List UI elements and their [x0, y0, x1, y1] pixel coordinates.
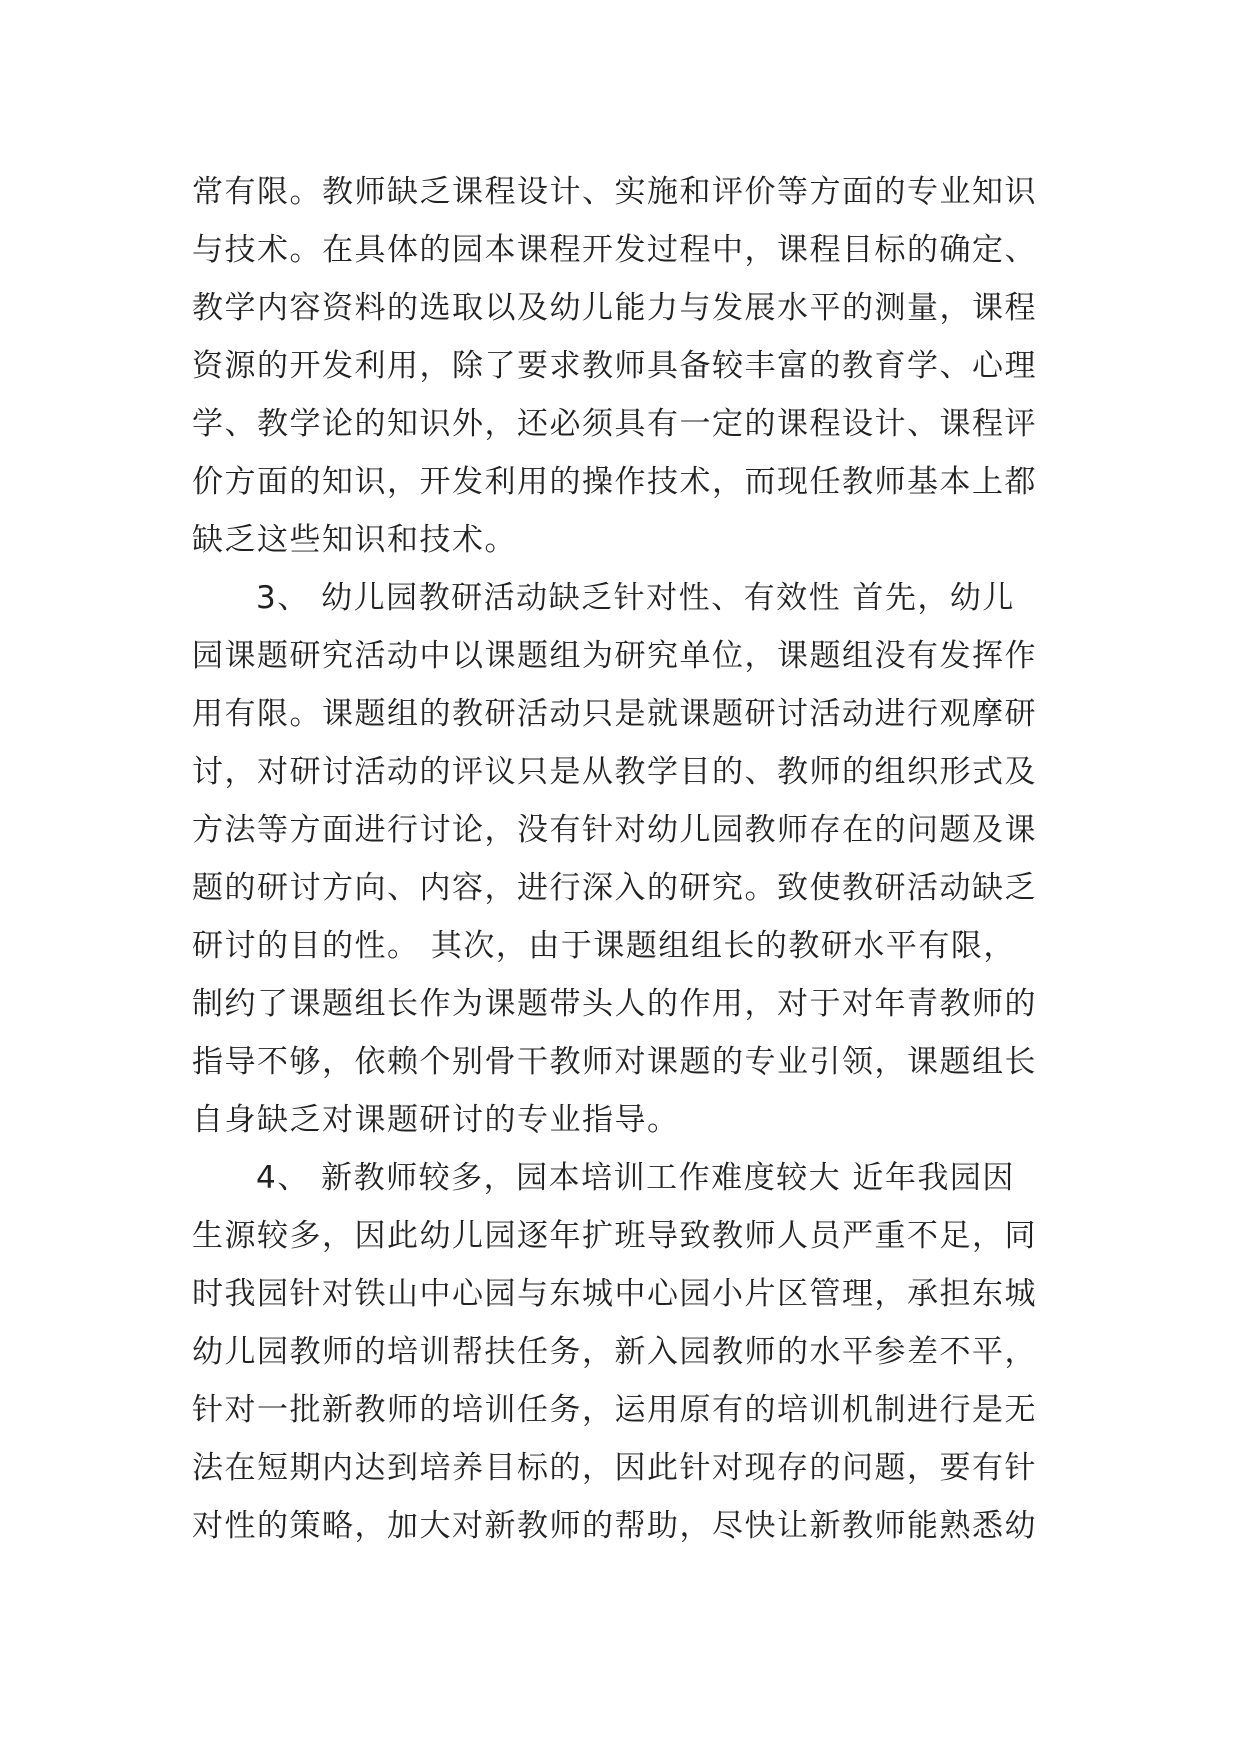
text-line: 3、 幼儿园教研活动缺乏针对性、有效性 首先，幼儿 — [256, 580, 1015, 616]
text-line: 讨，对研讨活动的评议只是从教学目的、教师的组织形式及 — [192, 754, 1037, 790]
text-line: 自身缺乏对课题研讨的专业指导。 — [192, 1102, 680, 1138]
text-line: 教学内容资料的选取以及幼儿能力与发展水平的测量，课程 — [192, 290, 1037, 326]
text-line: 常有限。教师缺乏课程设计、实施和评价等方面的专业知识 — [192, 174, 1037, 210]
text-line: 资源的开发利用，除了要求教师具备较丰富的教育学、心理 — [192, 348, 1037, 384]
text-line: 对性的策略，加大对新教师的帮助，尽快让新教师能熟悉幼 — [192, 1508, 1037, 1544]
text-line: 与技术。在具体的园本课程开发过程中，课程目标的确定、 — [192, 232, 1037, 268]
text-line: 时我园针对铁山中心园与东城中心园小片区管理，承担东城 — [192, 1276, 1037, 1312]
text-line: 方法等方面进行讨论，没有针对幼儿园教师存在的问题及课 — [192, 812, 1037, 848]
text-line: 价方面的知识，开发利用的操作技术，而现任教师基本上都 — [192, 464, 1037, 500]
text-line: 4、 新教师较多，园本培训工作难度较大 近年我园因 — [256, 1160, 1015, 1196]
text-line: 指导不够，依赖个别骨干教师对课题的专业引领，课题组长 — [192, 1044, 1037, 1080]
text-line: 园课题研究活动中以课题组为研究单位，课题组没有发挥作 — [192, 638, 1037, 674]
text-line: 法在短期内达到培养目标的，因此针对现存的问题，要有针 — [192, 1450, 1037, 1486]
text-line: 学、教学论的知识外，还必须具有一定的课程设计、课程评 — [192, 406, 1037, 442]
text-line: 针对一批新教师的培训任务，运用原有的培训机制进行是无 — [192, 1392, 1037, 1428]
text-line: 题的研讨方向、内容，进行深入的研究。致使教研活动缺乏 — [192, 870, 1037, 906]
document-body — [192, 163, 1092, 1555]
text-line: 用有限。课题组的教研活动只是就课题研讨活动进行观摩研 — [192, 696, 1037, 732]
text-line: 幼儿园教师的培训帮扶任务，新入园教师的水平参差不平， — [192, 1334, 1037, 1370]
text-line: 生源较多，因此幼儿园逐年扩班导致教师人员严重不足，同 — [192, 1218, 1037, 1254]
text-line: 制约了课题组长作为课题带头人的作用，对于对年青教师的 — [192, 986, 1037, 1022]
text-line: 研讨的目的性。 其次，由于课题组组长的教研水平有限， — [192, 928, 1016, 964]
text-line: 缺乏这些知识和技术。 — [192, 522, 517, 558]
